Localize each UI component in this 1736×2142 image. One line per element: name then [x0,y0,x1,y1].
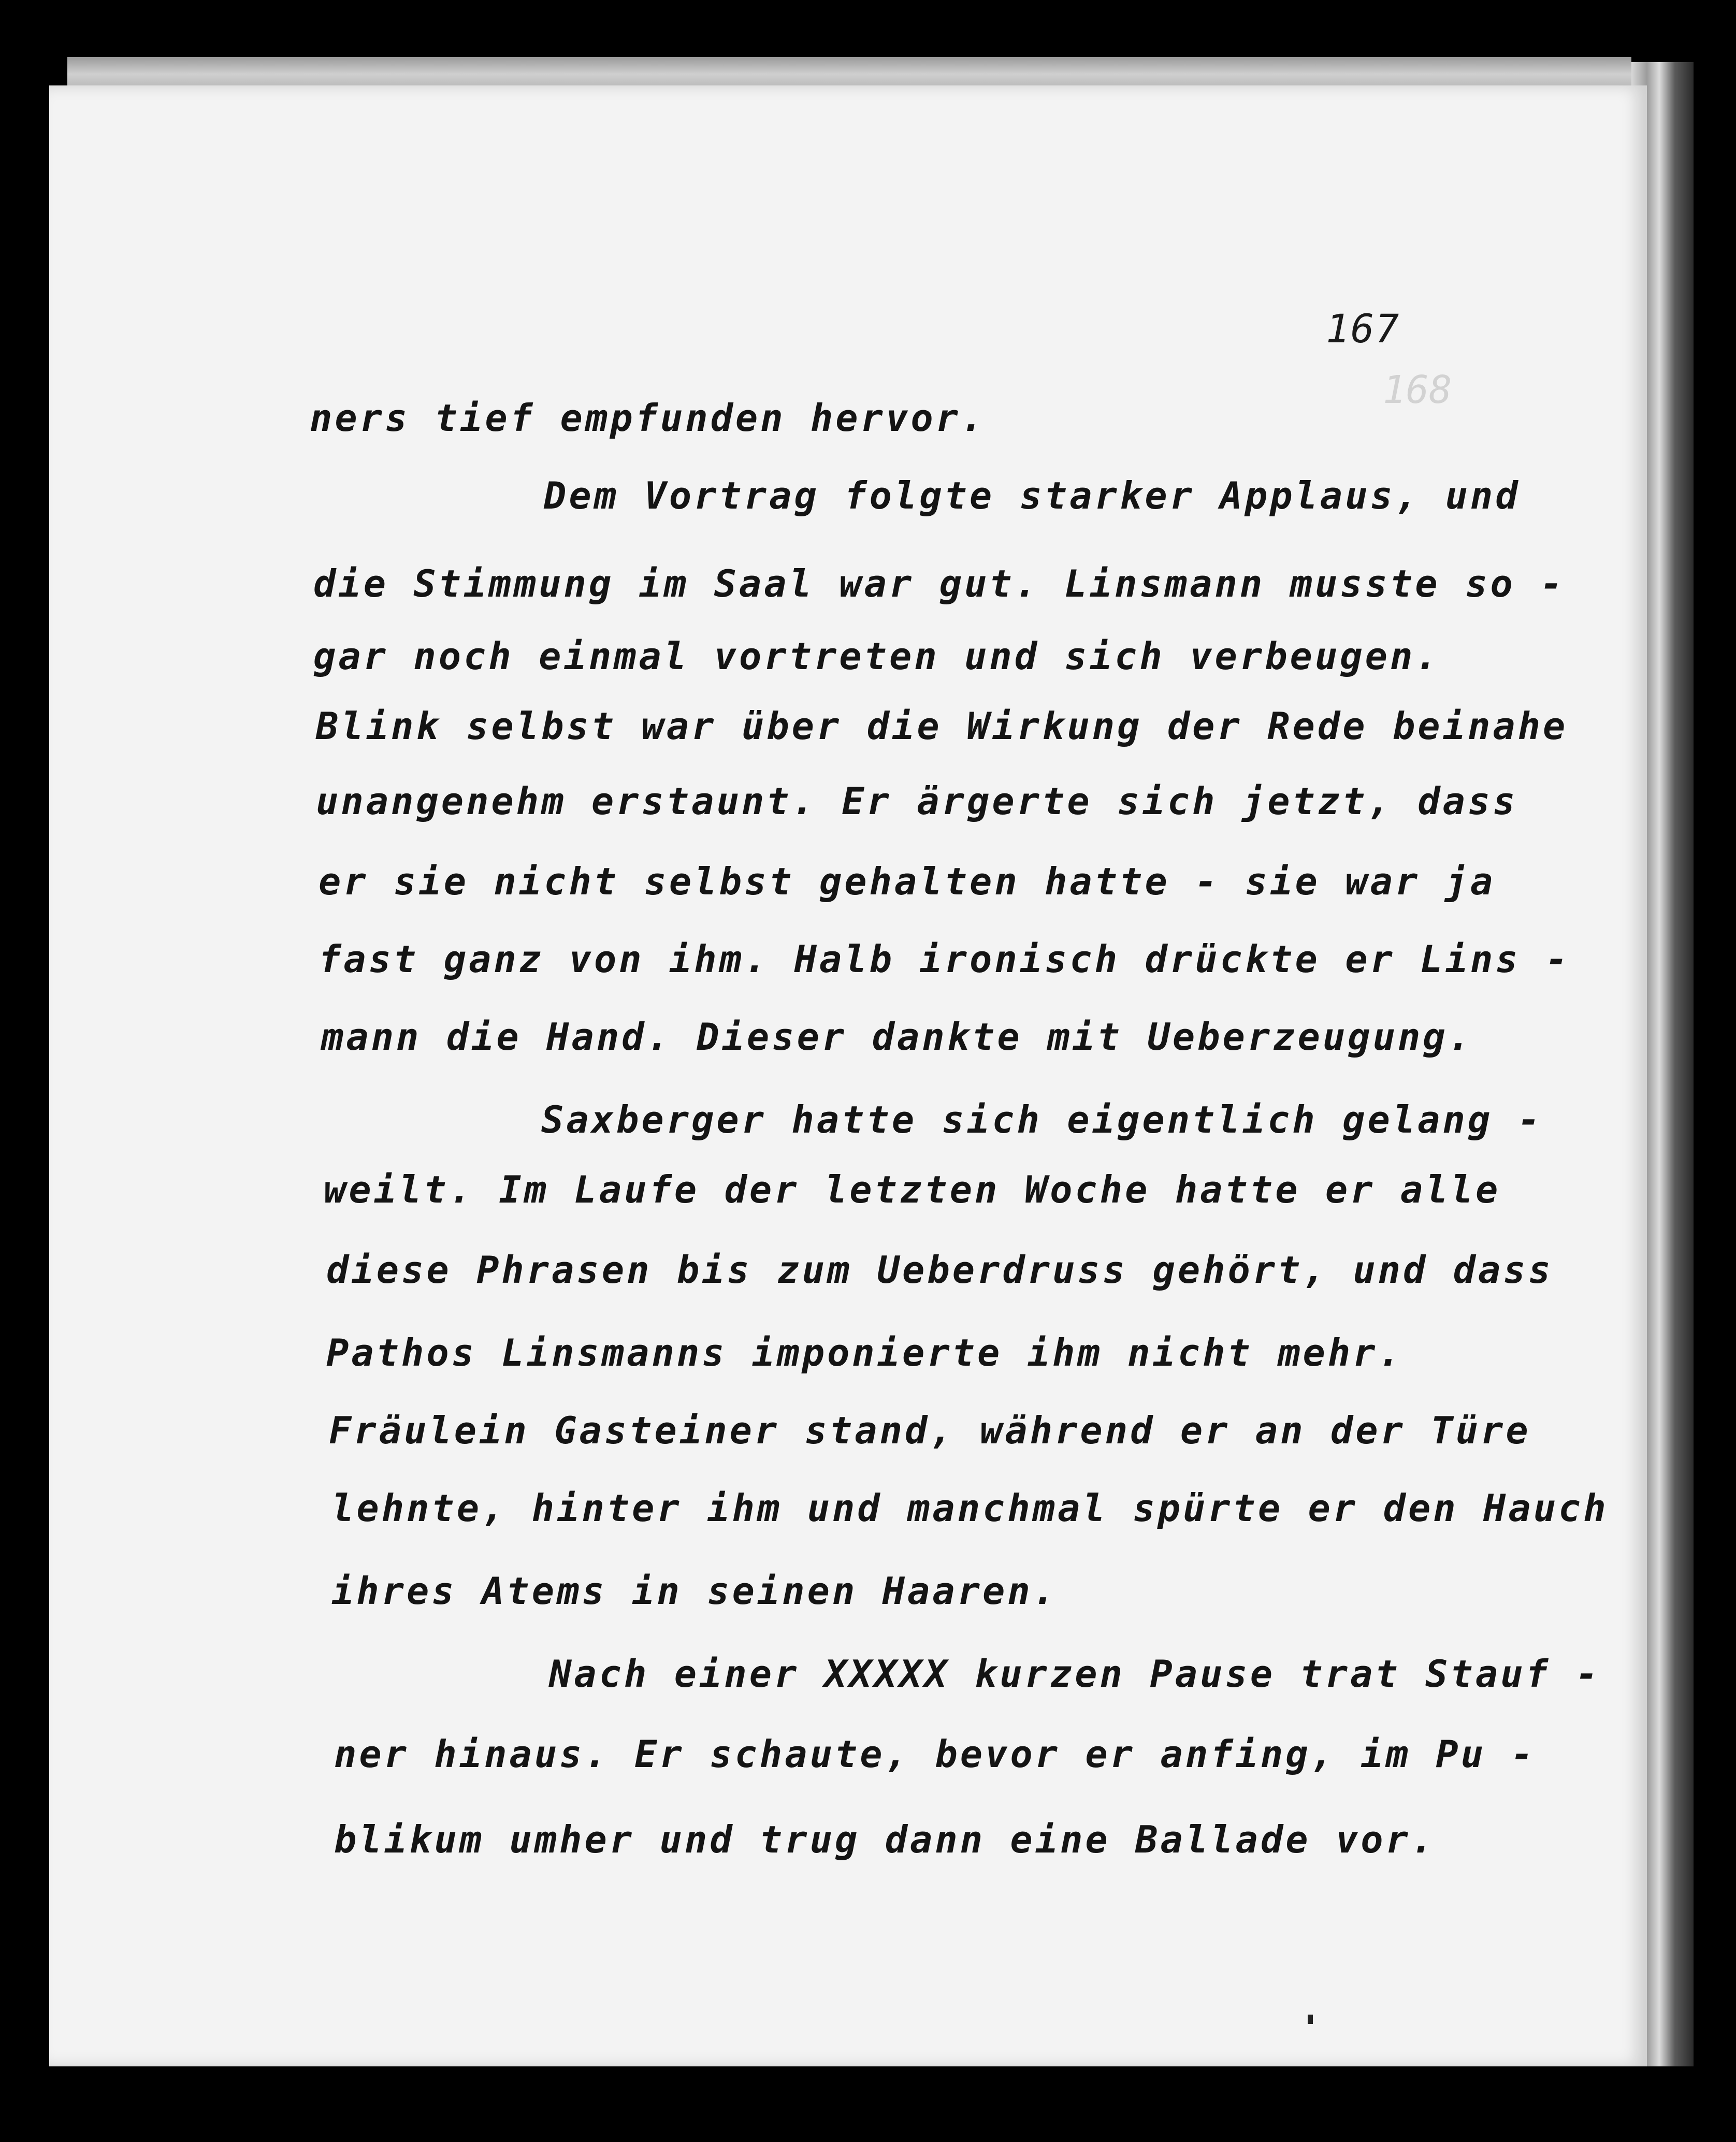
text-line: Blink selbst war über die Wirkung der Rede beinahe [316,704,1568,748]
text-line: lehnte, hinter ihm und manchmal spürte er den Hauch [331,1486,1609,1530]
ink-speck [1308,2015,1313,2024]
text-line: ners tief empfunden hervor. [310,396,986,440]
paper-stack-top-edge [67,57,1631,85]
text-line: Dem Vortrag folgte starker Applaus, und [544,474,1521,517]
text-line: Fräulein Gasteiner stand, während er an der Türe [329,1409,1531,1452]
text-line: diese Phrasen bis zum Ueberdruss gehört, und dass [326,1248,1554,1292]
text-line: blikum umher und trug dann eine Ballade vor. [334,1818,1436,1861]
text-line: Pathos Linsmanns imponierte ihm nicht mehr. [326,1331,1403,1374]
text-line: unangenehm erstaunt. Er ärgerte sich jetzt, dass [316,779,1518,823]
text-line: die Stimmung im Saal war gut. Linsmann musste so - [313,562,1566,605]
bleed-through-page-number: 168 [1383,368,1452,412]
text-line: mann die Hand. Dieser dankte mit Ueberzeugung. [321,1015,1473,1059]
text-line: Saxberger hatte sich eigentlich gelang - [541,1098,1543,1141]
text-line: ner hinaus. Er schaute, bevor er anfing, im Pu - [334,1732,1536,1776]
text-line: ihres Atems in seinen Haaren. [331,1569,1058,1613]
text-line: gar noch einmal vortreten und sich verbeugen. [313,634,1440,678]
text-line: weilt. Im Laufe der letzten Woche hatte er alle [324,1168,1501,1211]
page-number: 167 [1326,306,1400,352]
text-line: er sie nicht selbst gehalten hatte - sie war ja [319,860,1496,903]
text-line: Nach einer XXXXX kurzen Pause trat Stauf - [549,1652,1601,1696]
text-line: fast ganz von ihm. Halb ironisch drückte er Lins - [319,937,1571,981]
